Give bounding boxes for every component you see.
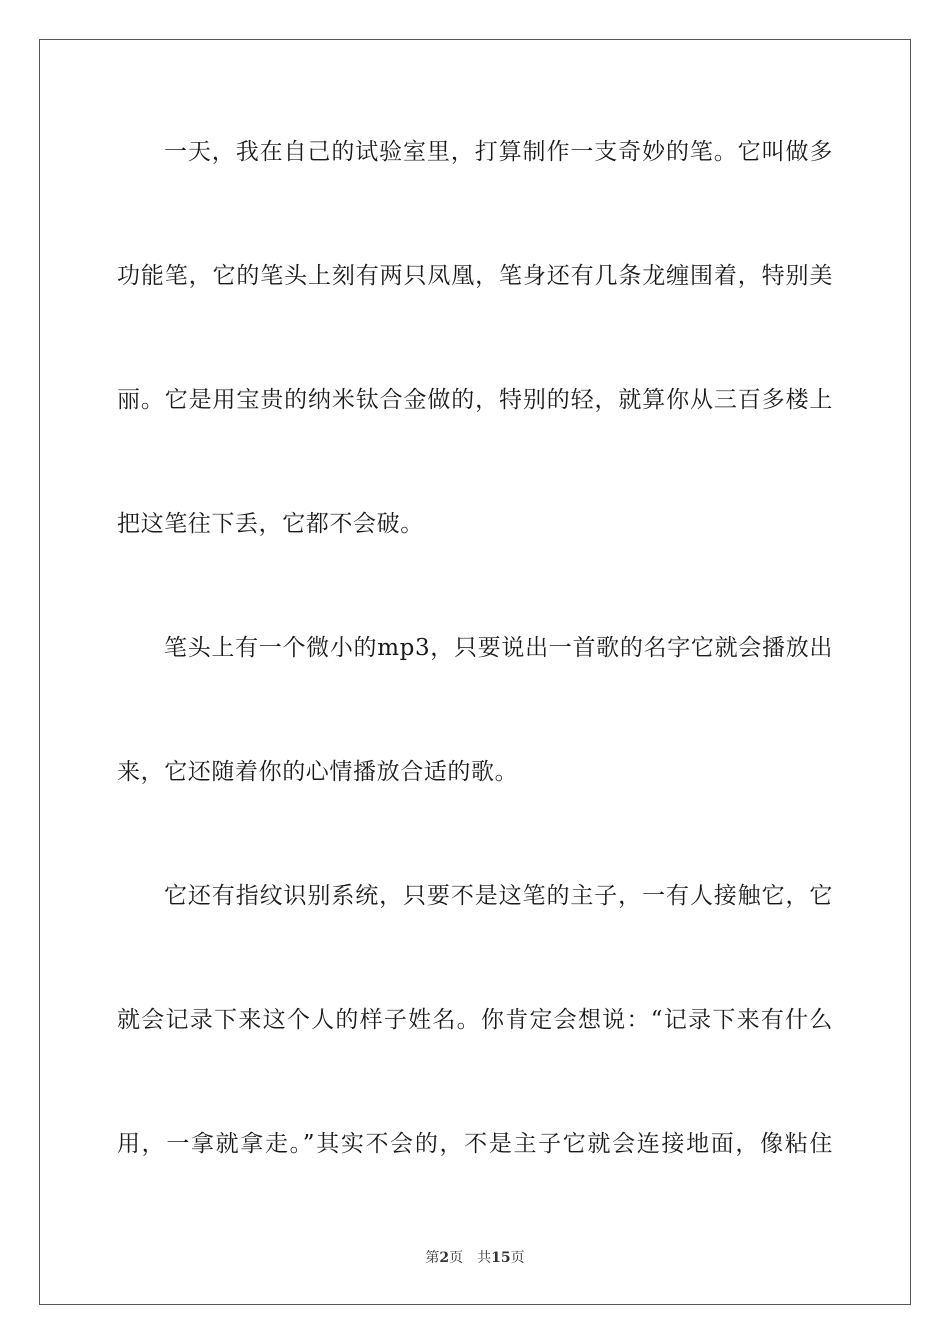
paragraph-2-line-1: 笔头上有一个微小的mp3，只要说出一首歌的名字它就会播放出 bbox=[164, 635, 833, 661]
paragraph-2-line-2: 来，它还随着你的心情播放合适的歌。 bbox=[117, 759, 519, 785]
total-label-suffix: 页 bbox=[510, 1250, 525, 1266]
paragraph-1-line-4: 把这笔往下丢，它都不会破。 bbox=[117, 511, 424, 537]
page-number: 2 bbox=[439, 1250, 450, 1266]
paragraph-3-line-3: 用，一拿就拿走。”其实不会的，不是主子它就会连接地面，像粘住 bbox=[117, 1131, 833, 1157]
paragraph-3-line-2: 就会记录下来这个人的样子姓名。你肯定会想说：“记录下来有什么 bbox=[117, 1007, 833, 1033]
paragraph-1-line-1: 一天，我在自己的试验室里，打算制作一支奇妙的笔。它叫做多 bbox=[164, 139, 833, 165]
page-border bbox=[39, 39, 911, 1305]
total-label-prefix: 共 bbox=[477, 1250, 492, 1266]
page-footer bbox=[0, 1247, 950, 1267]
paragraph-1-line-2: 功能笔，它的笔头上刻有两只凤凰，笔身还有几条龙缠围着，特别美 bbox=[117, 263, 833, 289]
paragraph-3-line-1: 它还有指纹识别系统，只要不是这笔的主子，一有人接触它，它 bbox=[164, 883, 833, 909]
page-label-prefix: 第 bbox=[425, 1250, 440, 1266]
total-pages: 15 bbox=[491, 1250, 511, 1266]
page-label-suffix: 页 bbox=[449, 1250, 464, 1266]
paragraph-1-line-3: 丽。它是用宝贵的纳米钛合金做的，特别的轻，就算你从三百多楼上 bbox=[117, 387, 833, 413]
